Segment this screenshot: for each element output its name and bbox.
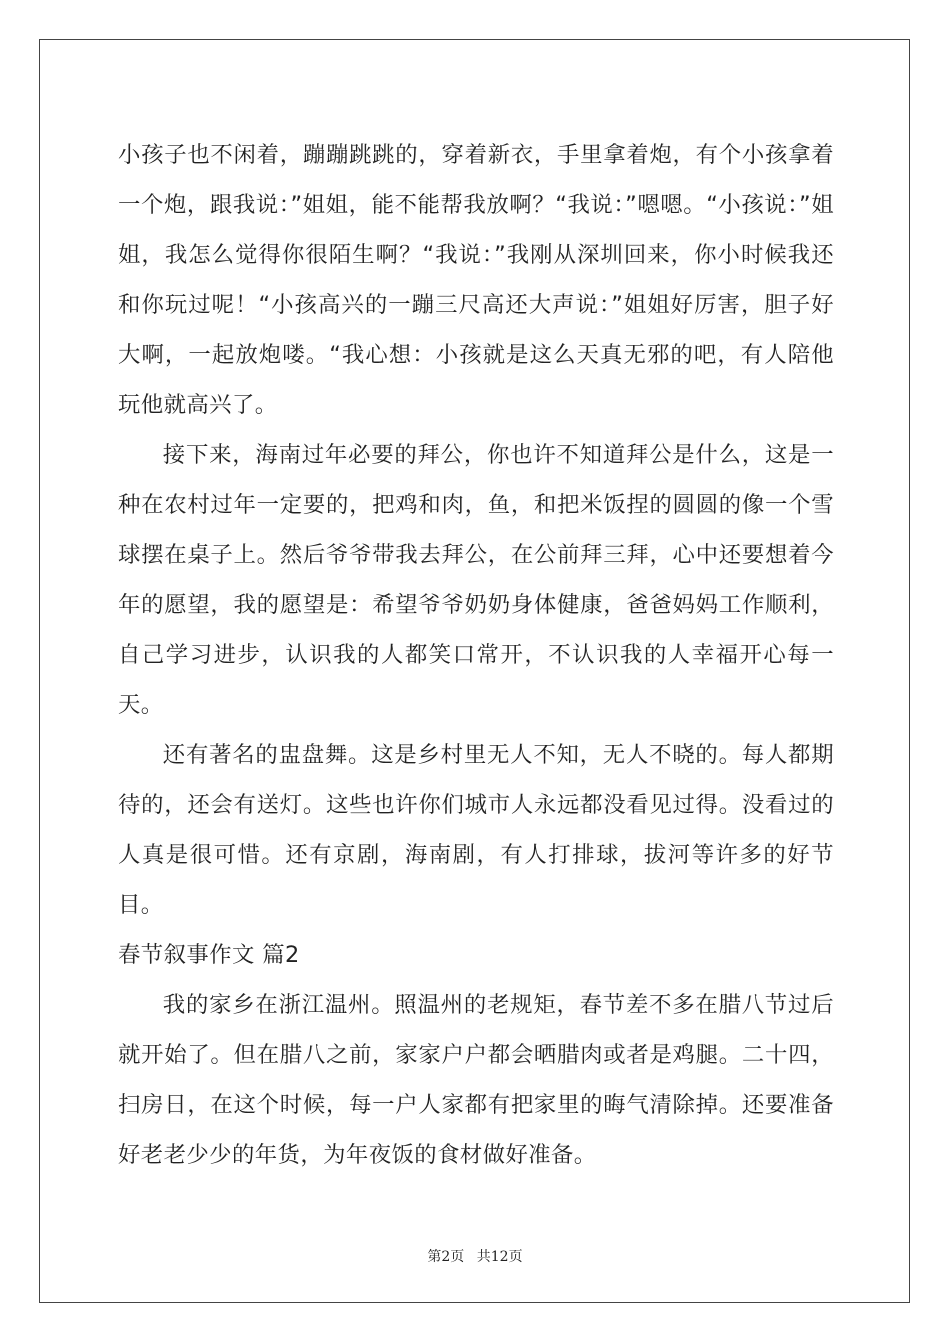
section-heading: 春节叙事作文 篇2: [118, 942, 300, 968]
page-total: 共12页: [476, 1249, 523, 1265]
page-number: 第2页: [427, 1249, 465, 1265]
paragraph-4: 我的家乡在浙江温州。照温州的老规矩，春节差不多在腊八节过后就开始了。但在腊八之前，家家户户都会晒腊肉或者是鸡腿。二十四，扫房日，在这个时候，每一户人家都有把家里的晦气清除掉。还要准备好老老少少的年货，为年夜饭的食材做好准备。: [118, 992, 834, 1168]
paragraph-2: 接下来，海南过年必要的拜公，你也许不知道拜公是什么，这是一种在农村过年一定要的，把鸡和肉，鱼，和把米饭捏的圆圆的像一个雪球摆在桌子上。然后爷爷带我去拜公，在公前拜三拜，心中还要想着今年的愿望，我的愿望是：希望爷爷奶奶身体健康，爸爸妈妈工作顺利，自己学习进步，认识我的人都笑口常开，不认识我的人幸福开心每一天。: [118, 442, 834, 718]
page-footer: [0, 1246, 950, 1266]
paragraph-1: 小孩子也不闲着，蹦蹦跳跳的，穿着新衣，手里拿着炮，有个小孩拿着一个炮，跟我说：”姐姐，能不能帮我放啊？“我说：”嗯嗯。“小孩说：”姐姐，我怎么觉得你很陌生啊？“我说：”我刚从深圳回来，你小时候我还和你玩过呢！“小孩高兴的一蹦三尺高还大声说：”姐姐好厉害，胆子好大啊，一起放炮喽。“我心想：小孩就是这么天真无邪的吧，有人陪他玩他就高兴了。: [118, 142, 834, 418]
document-body: [118, 130, 834, 1180]
paragraph-3: 还有著名的盅盘舞。这是乡村里无人不知，无人不晓的。每人都期待的，还会有送灯。这些也许你们城市人永远都没看见过得。没看过的人真是很可惜。还有京剧，海南剧，有人打排球，拔河等许多的好节目。: [118, 742, 834, 918]
